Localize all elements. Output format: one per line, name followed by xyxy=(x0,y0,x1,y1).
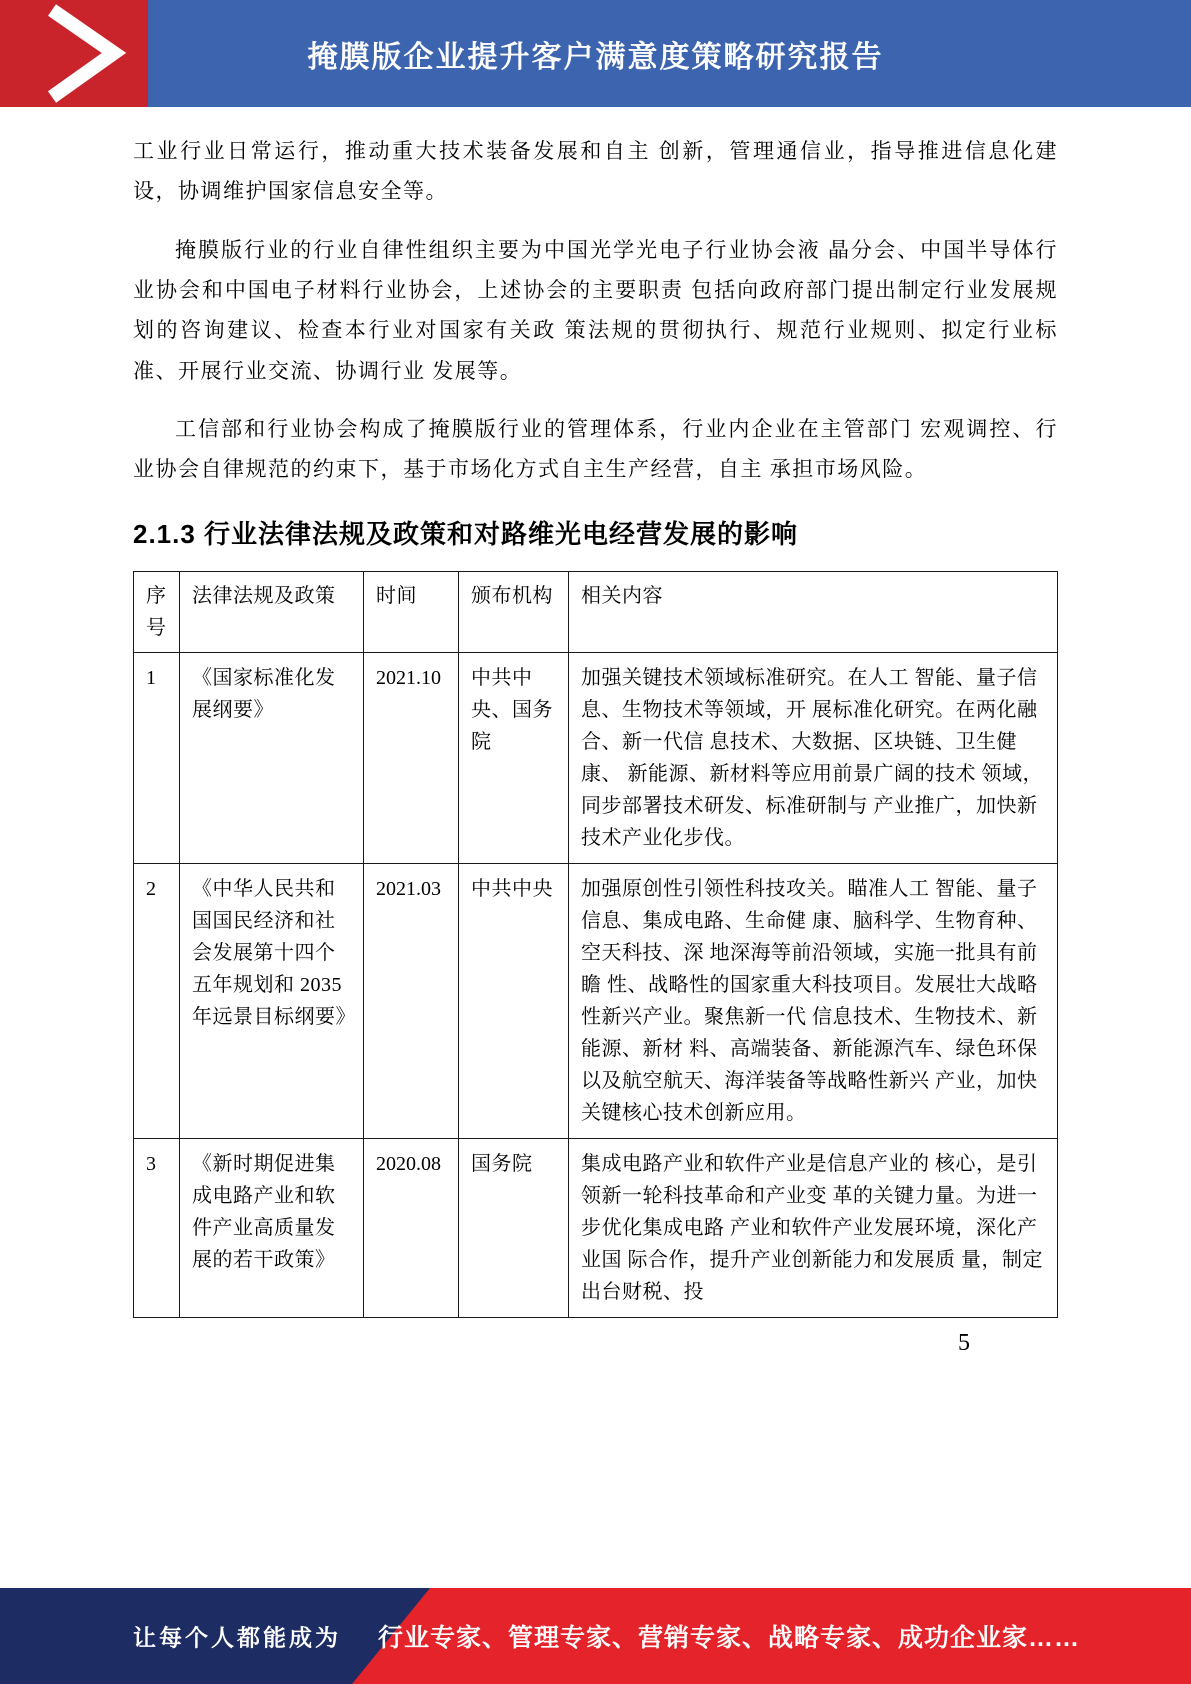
table-cell-no: 3 xyxy=(134,1138,180,1317)
table-header-row xyxy=(134,571,1058,652)
table-row xyxy=(134,863,1058,1138)
body-paragraph: 掩膜版行业的行业自律性组织主要为中国光学光电子行业协会液 晶分会、中国半导体行业协会和中国电子材料行业协会，上述协会的主要职责 包括向政府部门提出制定行业发展规划的咨询建议、检查本行业对国家有关政 策法规的贯彻执行、规范行业规则、拟定行业标准、开展行业交流、协调行业 发展等。 xyxy=(133,237,1058,383)
footer-slogan: 让每个人都能成为 xyxy=(133,1624,341,1651)
table-header-cell: 序号 xyxy=(134,571,180,652)
table-cell-no: 2 xyxy=(134,863,180,1138)
table-header-cell: 法律法规及政策 xyxy=(180,571,364,652)
table-cell-org: 中共中央 xyxy=(459,863,569,1138)
table-header-cell: 相关内容 xyxy=(569,571,1058,652)
table-cell-org: 国务院 xyxy=(459,1138,569,1317)
table-header-cell: 时间 xyxy=(364,571,459,652)
footer-expert-list: 行业专家、管理专家、营销专家、战略专家、成功企业家…… xyxy=(378,1624,1081,1652)
page-header xyxy=(0,0,1191,107)
table-cell-org: 中共中央、国务院 xyxy=(459,652,569,863)
table-row xyxy=(134,652,1058,863)
table-cell-time: 2021.03 xyxy=(364,863,459,1138)
table-cell-desc: 集成电路产业和软件产业是信息产业的 核心，是引领新一轮科技革命和产业变 革的关键力量。为进一步优化集成电路 产业和软件产业发展环境，深化产业国 际合作，提升产业创新能力和发展质 量，制定出台财税、投 xyxy=(569,1138,1058,1317)
policy-table xyxy=(133,571,1058,1318)
table-cell-no: 1 xyxy=(134,652,180,863)
table-cell-law: 《国家标准化发展纲要》 xyxy=(180,652,364,863)
body-paragraph: 工信部和行业协会构成了掩膜版行业的管理体系，行业内企业在主管部门 宏观调控、行业协会自律规范的约束下，基于市场化方式自主生产经营，自主 承担市场风险。 xyxy=(133,416,1058,482)
content-area xyxy=(133,107,1058,1357)
body-paragraph: 工业行业日常运行，推动重大技术装备发展和自主 创新，管理通信业，指导推进信息化建设，协调维护国家信息安全等。 xyxy=(133,139,1058,204)
table-cell-time: 2021.10 xyxy=(364,652,459,863)
table-cell-law: 《中华人民共和国国民经济和社会发展第十四个五年规划和 2035 年远景目标纲要》 xyxy=(180,863,364,1138)
table-cell-desc: 加强关键技术领域标准研究。在人工 智能、量子信息、生物技术等领域，开 展标准化研究。在两化融合、新一代信 息技术、大数据、区块链、卫生健康、 新能源、新材料等应用前景广阔的技术 领域，同步部署技术研发、标准研制与 产业推广，加快新技术产业化步伐。 xyxy=(569,652,1058,863)
table-cell-time: 2020.08 xyxy=(364,1138,459,1317)
table-header-cell: 颁布机构 xyxy=(459,571,569,652)
section-heading: 2.1.3 行业法律法规及政策和对路维光电经营发展的影响 xyxy=(133,518,799,549)
table-cell-desc: 加强原创性引领性科技攻关。瞄准人工 智能、量子信息、集成电路、生命健 康、脑科学、生物育种、空天科技、深 地深海等前沿领域，实施一批具有前瞻 性、战略性的国家重大科技项目。发展壮大战略性新兴产业。聚焦新一代 信息技术、生物技术、新能源、新材 料、高端装备、新能源汽车、绿色环保 以及航空航天、海洋装备等战略性新兴 产业，加快关键核心技术创新应用。 xyxy=(569,863,1058,1138)
report-title: 掩膜版企业提升客户满意度策略研究报告 xyxy=(307,40,884,74)
page-footer xyxy=(0,1588,1191,1684)
page-number: 5 xyxy=(958,1329,970,1356)
table-row xyxy=(134,1138,1058,1317)
table-cell-law: 《新时期促进集成电路产业和软件产业高质量发展的若干政策》 xyxy=(180,1138,364,1317)
